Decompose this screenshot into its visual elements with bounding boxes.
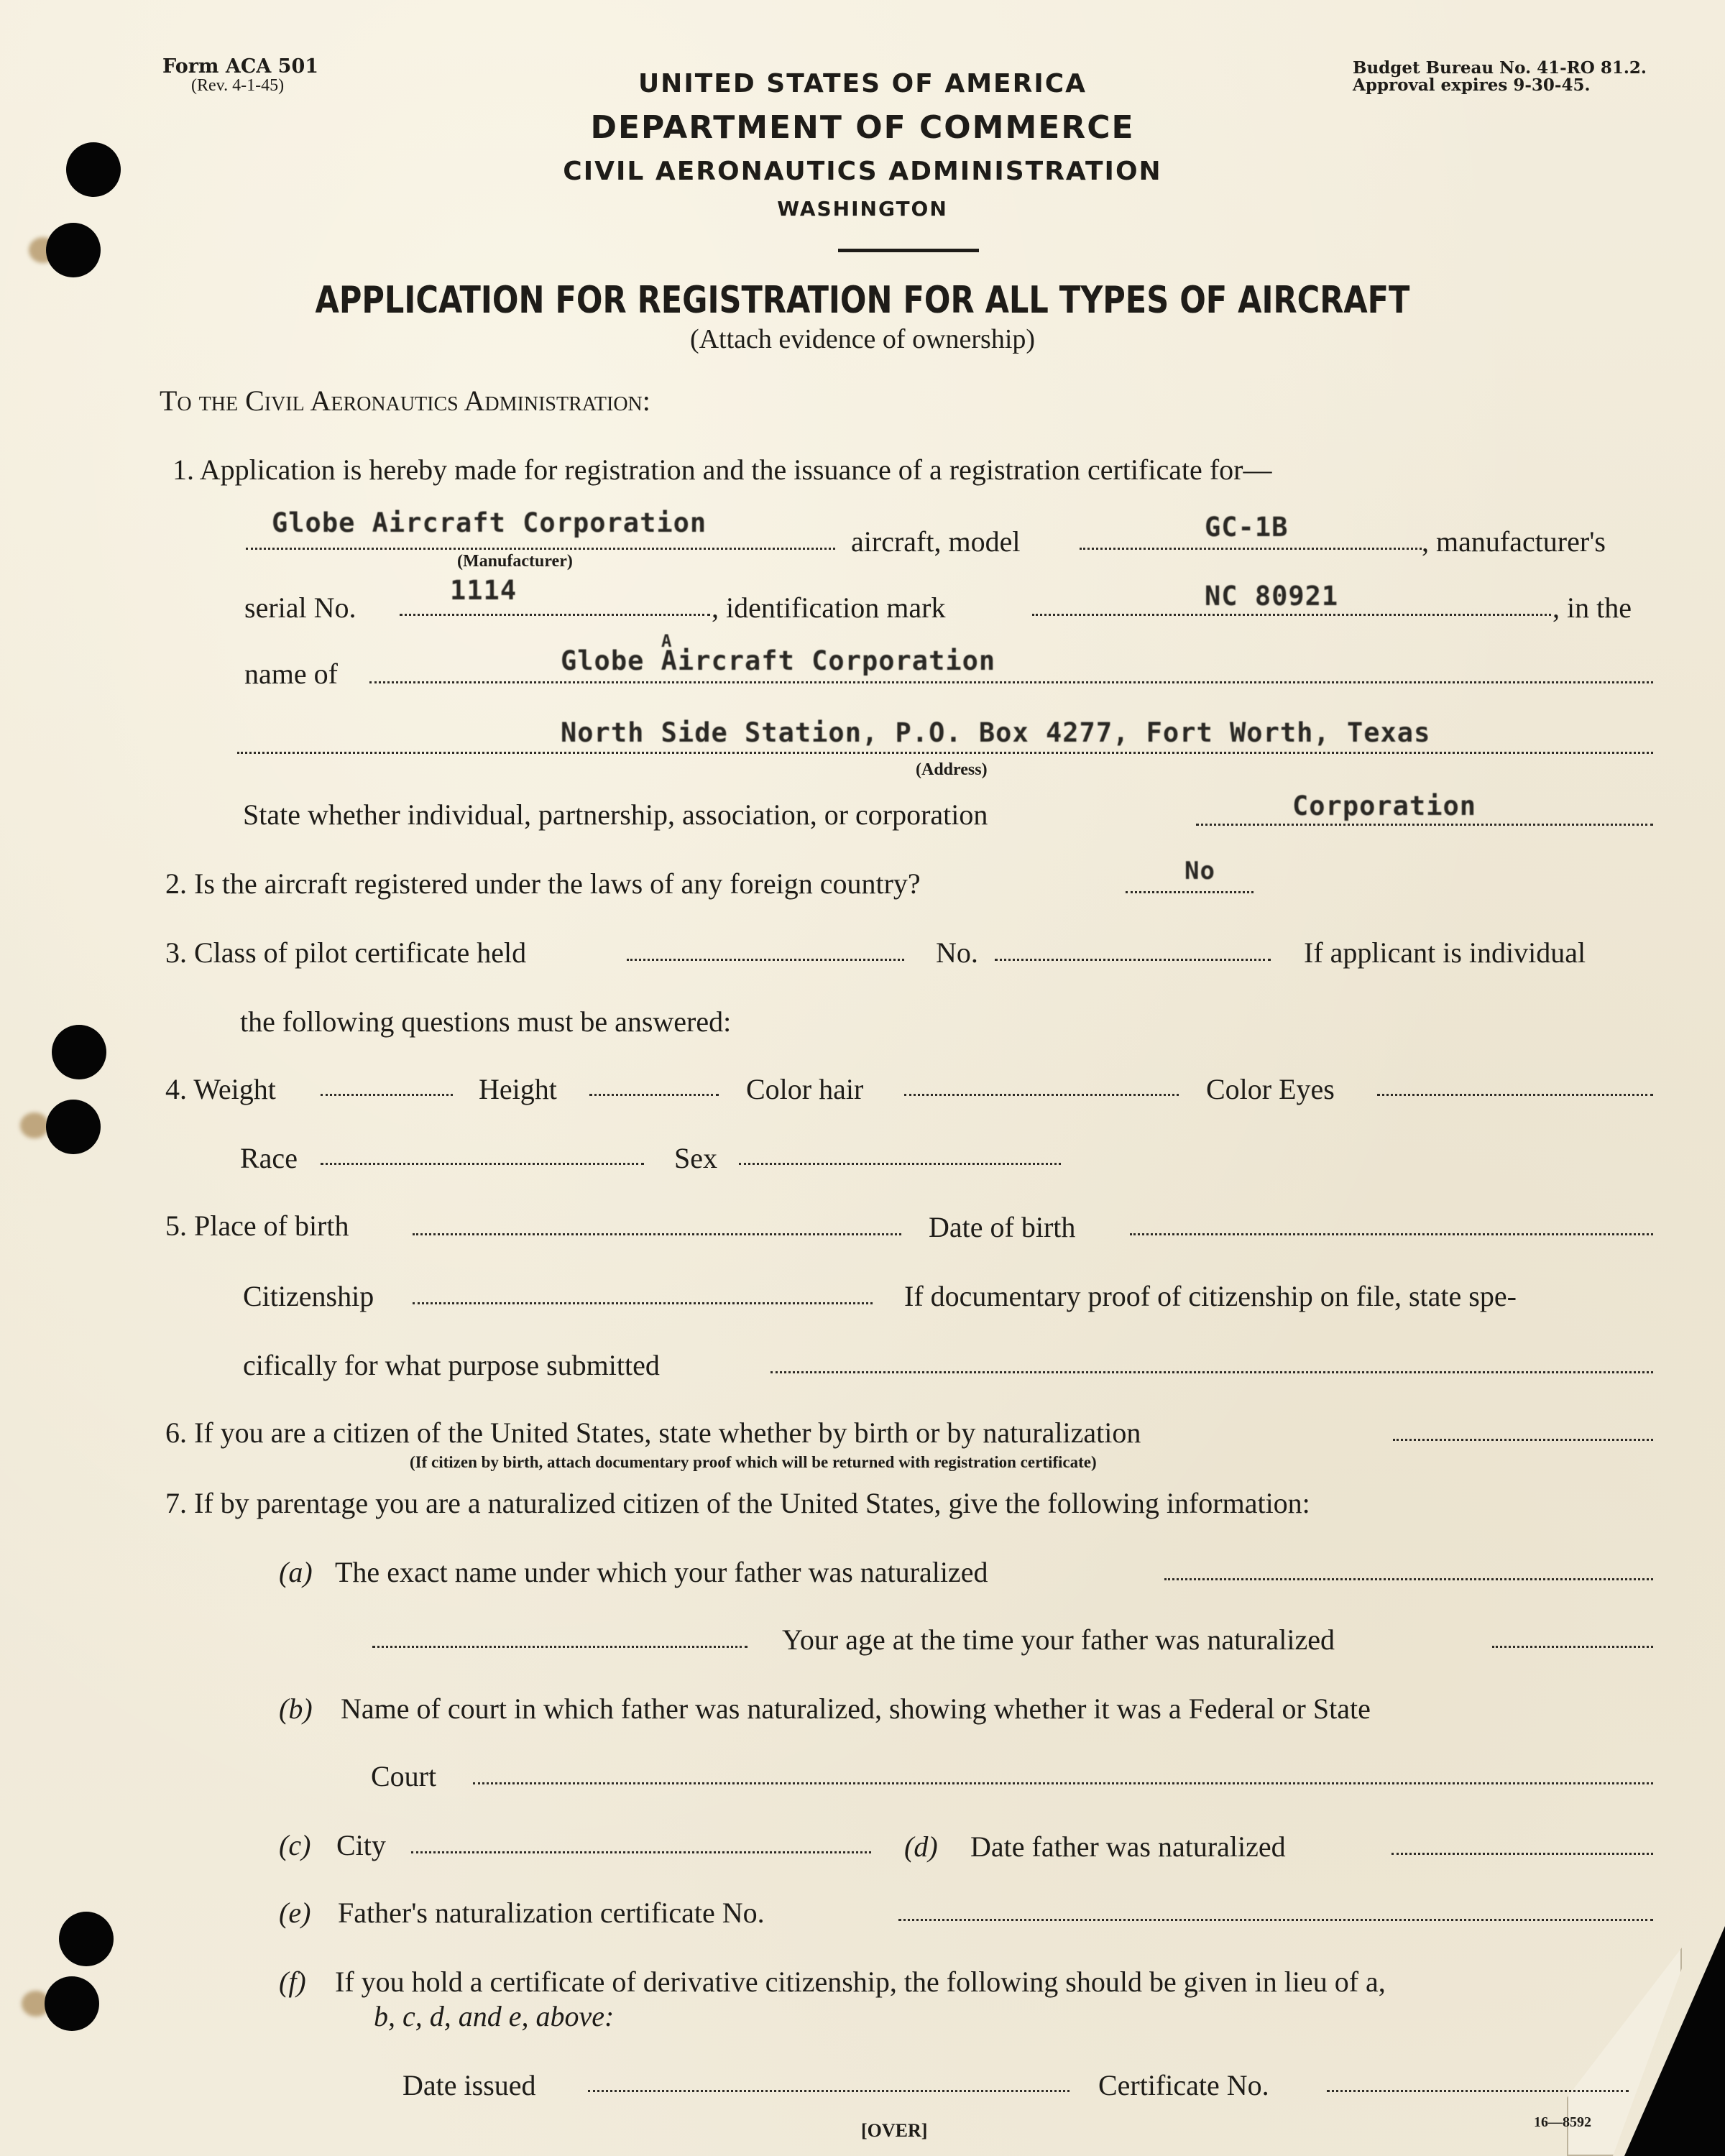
owner-value[interactable]: Globe Aircraft Corporation — [561, 645, 996, 676]
citizenship-field[interactable] — [413, 1302, 873, 1304]
address-field[interactable] — [237, 752, 1653, 754]
item7-label: 7. If by parentage you are a naturalized citizen of the United States, give the following information: — [165, 1487, 1310, 1519]
sex-field[interactable] — [739, 1163, 1061, 1165]
city-label: City — [336, 1829, 386, 1861]
item3-label: 3. Class of pilot certificate held — [165, 936, 527, 969]
item1-intro: 1. Application is hereby made for registration and the issuance of a registration certificate for— — [172, 453, 1272, 486]
punch-hole — [46, 1100, 101, 1154]
birthplace-field[interactable] — [413, 1233, 901, 1235]
date-issued-field[interactable] — [588, 2090, 1070, 2092]
item2-label: 2. Is the aircraft registered under the laws of any foreign country? — [165, 867, 921, 900]
father-certificate-field[interactable] — [898, 1919, 1653, 1921]
item6-note: (If citizen by birth, attach documentary proof which will be returned with registration certificate) — [410, 1453, 1097, 1471]
header-divider — [838, 249, 979, 252]
age-at-naturalization-field[interactable] — [1492, 1646, 1653, 1648]
budget-bureau-number: Budget Bureau No. 41-RO 81.2. — [1353, 58, 1647, 78]
court-label: Court — [371, 1760, 437, 1792]
model-value[interactable]: GC-1B — [1205, 512, 1289, 543]
entity-type-label: State whether individual, partnership, association, or corporation — [243, 798, 988, 831]
punch-hole — [52, 1025, 106, 1079]
item7a-marker: (a) — [279, 1556, 313, 1588]
citizenship-type-field[interactable] — [1393, 1439, 1653, 1441]
address-caption: (Address) — [916, 760, 988, 779]
item3-note2: the following questions must be answered: — [240, 1005, 732, 1038]
derivative-citizenship-label: If you hold a certificate of derivative citizenship, the following should be given in lieu of a, — [335, 1966, 1386, 1998]
birthdate-label: Date of birth — [929, 1211, 1076, 1243]
name-of-label: name of — [244, 658, 338, 690]
id-mark-label: , identification mark — [712, 591, 946, 624]
item7d-marker: (d) — [904, 1830, 938, 1863]
certificate-no-field[interactable] — [1327, 2090, 1629, 2092]
age-at-naturalization-label: Your age at the time your father was naturalized — [782, 1623, 1335, 1656]
foreign-registration-value[interactable]: No — [1184, 857, 1215, 885]
id-mark-field[interactable] — [1032, 614, 1551, 616]
weight-field[interactable] — [321, 1094, 453, 1096]
form-revision: (Rev. 4-1-45) — [191, 76, 285, 95]
form-subtitle: (Attach evidence of ownership) — [689, 324, 1036, 354]
court-field[interactable] — [473, 1782, 1653, 1784]
serial-label: serial No. — [244, 591, 356, 624]
punch-hole — [46, 223, 101, 277]
birthdate-field[interactable] — [1130, 1233, 1653, 1235]
rust-stain — [20, 1112, 49, 1138]
hair-color-field[interactable] — [904, 1094, 1179, 1096]
sex-label: Sex — [674, 1142, 717, 1174]
race-field[interactable] — [321, 1163, 644, 1165]
father-name-label: The exact name under which your father was naturalized — [335, 1556, 988, 1588]
entity-type-value[interactable]: Corporation — [1292, 791, 1477, 821]
approval-expiry: Approval expires 9-30-45. — [1353, 75, 1591, 95]
eye-color-label: Color Eyes — [1206, 1073, 1335, 1105]
serial-field[interactable] — [400, 614, 710, 616]
manufacturer-value[interactable]: Globe Aircraft Corporation — [272, 507, 707, 538]
agency-department: DEPARTMENT OF COMMERCE — [590, 109, 1135, 146]
citizenship-label: Citizenship — [243, 1280, 374, 1312]
proof-note: If documentary proof of citizenship on file, state spe- — [904, 1280, 1517, 1312]
item7f-marker: (f) — [279, 1966, 306, 1998]
serial-value[interactable]: 1114 — [450, 575, 518, 606]
form-number: Form ACA 501 — [162, 55, 319, 78]
manufacturer-caption: (Manufacturer) — [457, 552, 573, 571]
date-issued-label: Date issued — [402, 2069, 536, 2101]
father-name-field-continued[interactable] — [372, 1646, 748, 1648]
hair-color-label: Color hair — [746, 1073, 864, 1105]
manufacturer-field[interactable] — [246, 548, 835, 550]
derivative-citizenship-label2: b, c, d, and e, above: — [374, 2000, 615, 2032]
item3-note: If applicant is individual — [1304, 936, 1586, 969]
naturalization-date-field[interactable] — [1392, 1853, 1653, 1855]
father-name-field[interactable] — [1164, 1578, 1653, 1580]
pilot-class-field[interactable] — [627, 959, 904, 961]
height-field[interactable] — [589, 1094, 719, 1096]
in-the-label: , in the — [1552, 591, 1632, 624]
pilot-no-field[interactable] — [995, 959, 1271, 961]
item7e-marker: (e) — [279, 1897, 311, 1929]
form-title: APPLICATION FOR REGISTRATION FOR ALL TYPES OF AIRCRAFT — [315, 279, 1410, 322]
race-label: Race — [240, 1142, 298, 1174]
court-description-label: Name of court in which father was naturalized, showing whether it was a Federal or State — [341, 1692, 1371, 1725]
father-certificate-label: Father's naturalization certificate No. — [338, 1897, 765, 1929]
id-mark-value[interactable]: NC 80921 — [1205, 581, 1339, 612]
model-field[interactable] — [1080, 548, 1422, 550]
certificate-no-label: Certificate No. — [1098, 2069, 1269, 2101]
punch-hole — [59, 1912, 114, 1966]
eye-color-field[interactable] — [1377, 1094, 1653, 1096]
item7b-marker: (b) — [279, 1692, 313, 1725]
aircraft-model-label: aircraft, model — [851, 525, 1021, 558]
item7c-marker: (c) — [279, 1829, 311, 1861]
address-value[interactable]: North Side Station, P.O. Box 4277, Fort Worth, Texas — [561, 717, 1431, 748]
proof-note2: cifically for what purpose submitted — [243, 1349, 660, 1381]
pilot-no-label: No. — [936, 936, 978, 969]
print-code: 16—8592 — [1534, 2114, 1591, 2130]
city-field[interactable] — [411, 1851, 871, 1853]
manufacturers-label: , manufacturer's — [1422, 525, 1606, 558]
agency-city: WASHINGTON — [777, 197, 948, 221]
salutation: To the Civil Aeronautics Administration: — [160, 384, 650, 417]
agency-administration: CIVIL AERONAUTICS ADMINISTRATION — [563, 157, 1162, 186]
owner-caret: A — [661, 631, 673, 651]
agency-country: UNITED STATES OF AMERICA — [638, 69, 1087, 98]
over-indicator: [OVER] — [861, 2120, 928, 2141]
item6-label: 6. If you are a citizen of the United States, state whether by birth or by naturalization — [165, 1416, 1141, 1449]
height-label: Height — [479, 1073, 557, 1105]
naturalization-date-label: Date father was naturalized — [970, 1830, 1286, 1863]
foreign-registration-field[interactable] — [1126, 891, 1254, 893]
weight-label: 4. Weight — [165, 1073, 276, 1105]
proof-purpose-field[interactable] — [770, 1371, 1653, 1373]
birthplace-label: 5. Place of birth — [165, 1210, 349, 1242]
owner-field[interactable] — [369, 681, 1653, 683]
punch-hole — [45, 1976, 99, 2031]
entity-type-field[interactable] — [1196, 824, 1653, 826]
